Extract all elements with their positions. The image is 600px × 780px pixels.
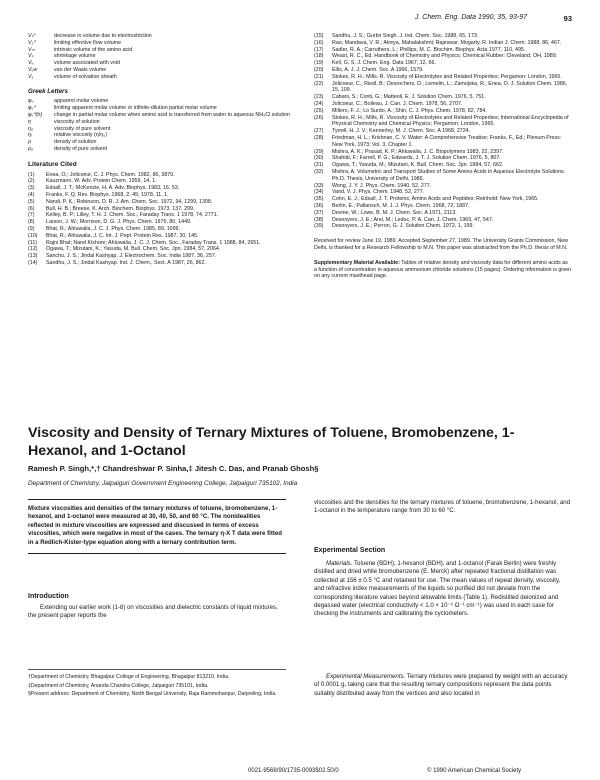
- symbol-row: [28, 74, 290, 81]
- literature-cited-heading: Literature Cited: [28, 160, 77, 168]
- reference: [28, 212, 290, 219]
- reference-number: (32): [314, 168, 324, 175]
- symbol: Vₘ: [28, 46, 35, 53]
- greek-row: [28, 98, 290, 105]
- symbol-definition: decrease in volume due to electrostriction: [54, 33, 152, 39]
- reference: [314, 203, 572, 210]
- reference: [314, 189, 572, 196]
- reference-number: (30): [314, 155, 324, 162]
- reference-text: Vand, V. J. Phys. Chem. 1948, 52, 277.: [332, 189, 425, 196]
- symbol-row: [28, 53, 290, 60]
- reference: [314, 223, 572, 230]
- symbol: η: [28, 118, 31, 125]
- reference-text: Bhat, R.; Ahluwalia, J. C. J. Phys. Chem. 1985, 89, 1099.: [46, 225, 180, 232]
- symbol-definition: volume of solvation sheath: [54, 73, 117, 80]
- reference-number: (22): [314, 80, 324, 87]
- reference-number: (3): [28, 185, 35, 192]
- journal-citation: J. Chem. Eng. Data 1990, 35, 93-97: [414, 14, 527, 21]
- reference-text: Edsall, J. T.; McKenzie, H. A. Adv. Biophys. 1983, 16, 53.: [46, 185, 180, 192]
- reference-number: (38): [314, 216, 324, 223]
- reference: [28, 240, 290, 247]
- reference-number: (28): [314, 134, 324, 141]
- introduction-continued: viscosities and the densities for the ternary mixtures of toluene, bromobenzene, 1-hexanol, and 1-octanol in the temperature range from 30 to 60 °C.: [314, 499, 571, 515]
- reference: [314, 60, 572, 67]
- reference-list-left: [28, 172, 290, 267]
- symbol-definition: apparent molar volume: [54, 98, 109, 105]
- reference: [314, 149, 572, 156]
- reference-number: (36): [314, 202, 324, 209]
- symbol-definition: limiting apparent molar volume or infinite-dilution partial molar volume: [54, 105, 217, 112]
- symbol: V₁⁰: [28, 39, 36, 46]
- symbol-definition: intrinsic volume of the amino acid: [54, 46, 133, 53]
- reference-number: (8): [28, 219, 35, 226]
- supplementary-text: Tables of relative density and viscosity data for different amino acids as a function of concentration in aqueous ammonium chloride solutions (15 pages). Ordering information is given on any current masthead page.: [314, 259, 572, 280]
- reference-number: (37): [314, 209, 324, 216]
- reference-number: (21): [314, 73, 324, 80]
- reference-text: Mishra, A. Volumetric and Transport Studies of Some Amino Acids in Aqueous Electrolyte Solutions. Ph.D. Thesis, University of Delhi, 1986.: [332, 168, 566, 182]
- reference: [28, 199, 290, 206]
- reference: [28, 219, 290, 226]
- reference: [314, 210, 572, 217]
- reference-text: Tyrrell, H. J. V.; Kennerley, M. J. Chem. Soc. A 1968, 2724.: [332, 128, 471, 135]
- reference-text: Jolicoeur, C.; Riedl, B.; Desrochers, D.; Lemelin, L.; Zamojska, R.; Enea, O. J. Solution Chem. 1986, 15, 109.: [332, 80, 568, 94]
- symbol-definition: density of solution: [54, 139, 97, 146]
- reference: [314, 155, 572, 162]
- greek-row: [28, 105, 290, 112]
- symbol: V₁: [28, 73, 34, 80]
- supplementary-note: [314, 260, 572, 280]
- symbol-row: [28, 47, 290, 54]
- right-column: [314, 33, 572, 280]
- reference-number: (7): [28, 212, 35, 219]
- reference-text: Stokes, R. H.; Mills, R. Viscosity of Electrolytes and Related Properties; International Encyclopedia of Physical Chemistry and Chemical Physics; Pergamon: London, 1965.: [332, 114, 569, 128]
- left-column: [28, 33, 290, 267]
- reference-text: Devine, W.; Lowe, B. M. J. Chem. Soc. A 1971, 2113.: [332, 209, 457, 216]
- reference-list-right: [314, 33, 572, 230]
- reference-number: (35): [314, 196, 324, 203]
- symbol: ρ₀: [28, 145, 34, 152]
- reference: [314, 47, 572, 54]
- reference: [314, 101, 572, 108]
- symbol: φᵥ⁰(tr): [28, 111, 43, 118]
- reference-text: Jolicoeur, C.; Boileau, J. Can. J. Chem. 1978, 56, 2707.: [332, 100, 463, 107]
- reference-number: (4): [28, 191, 35, 198]
- copyright: © 1990 American Chemical Society: [427, 768, 522, 774]
- reference-text: Cabani, S.; Conti, G.; Matteoli, E. J. Solution Chem. 1976, 5, 751.: [332, 94, 486, 101]
- reference: [314, 40, 572, 47]
- reference-text: Rao, Mandava, V. R.; Atreya, Mahalakshmi; Rajeswar, Mogarty, R. Indian J. Chem. 1988, 86, 467.: [332, 39, 562, 46]
- reference-number: (15): [314, 33, 324, 39]
- reference: [314, 115, 572, 129]
- reference: [314, 196, 572, 203]
- symbol: Vᵥw: [28, 66, 38, 73]
- greek-list: [28, 98, 290, 152]
- article-affiliation: Department of Chemistry, Jalpaiguri Government Engineering College, Jalpaiguri 735102, India: [28, 480, 298, 487]
- symbol-row: [28, 40, 290, 47]
- symbol: Vₛᵉ: [28, 33, 36, 39]
- symbol: Vₛ: [28, 53, 34, 60]
- reference-text: Desnoyers, J. E.; Perron, G. J. Solution Chem. 1972, 1, 199.: [332, 223, 474, 230]
- reference: [28, 206, 290, 213]
- reference: [314, 135, 572, 149]
- reference-number: (31): [314, 162, 324, 169]
- reference-text: Berlin, E.; Pallansch, M. J. J. Phys. Chem. 1968, 72, 1887.: [332, 202, 470, 209]
- reference-number: (13): [28, 253, 38, 260]
- reference: [28, 185, 290, 192]
- reference-number: (16): [314, 39, 324, 46]
- reference: [28, 178, 290, 185]
- page-number: 93: [563, 14, 572, 23]
- measurements-paragraph: [314, 673, 572, 698]
- symbol-definition: density of pure solvent: [54, 145, 107, 152]
- symbol-definition: van der Waals volume: [54, 66, 107, 73]
- reference: [314, 128, 572, 135]
- article-authors: Ramesh P. Singh,*,† Chandreshwar P. Sinha,‡ Jitesh C. Das, and Pranab Ghosh§: [28, 464, 319, 473]
- materials-text: Toluene (BDH), 1-hexanol (BDH), and 1-octanol (Farak Berlin) were freshly distilled and dried while bromobenzene (E. Merck) after repeated fractional distillation was collected at 156 ± 0.5 °C and retained for use. The mean values of repeat density, viscosity, and refractive index measurements of the liquids so purified did not deviate from the corresponding literature values beyond allowable limits (Table 1). Redistilled deionized and degassed water (electrical conductivity < 1.0 × 10⁻⁶ Ω⁻¹ cm⁻¹) was used in each case for checking the instruments and calibrating the cyclometers.: [314, 560, 561, 618]
- reference: [314, 74, 572, 81]
- reference-number: (2): [28, 178, 35, 185]
- reference-text: Sadler, R. A.; Carruthers, L.; Phillips, M. C. Biochim. Biophys. Acta 1977, 110, 495.: [332, 46, 526, 53]
- greek-row: [28, 132, 290, 139]
- reference-text: Friedman, H. L.; Krishnan, C. V. Water: A Comprehensive Treatise; Franks, F., Ed.; Plenum Press: New York, 1973; Vol. 3, Chapter 1.: [332, 134, 562, 148]
- reference: [314, 81, 572, 95]
- reference: [314, 94, 572, 101]
- reference: [28, 260, 290, 267]
- greek-row: [28, 119, 290, 126]
- reference-number: (12): [28, 246, 38, 253]
- reference: [314, 162, 572, 169]
- reference-number: (1): [28, 171, 35, 178]
- reference: [314, 67, 572, 74]
- reference: [28, 192, 290, 199]
- reference-text: Stokes, R. H.; Mills, R. Viscosity of Electrolytes and Related Properties; Pergamon: London, 1965.: [332, 73, 562, 80]
- materials-paragraph: [314, 560, 572, 619]
- experimental-heading: Experimental Section: [314, 547, 386, 554]
- footnote: †Department of Chemistry, Bhagalpur College of Engineering, Bhagalpur 813210, India.: [28, 674, 230, 680]
- symbol-definition: viscosity of pure solvent: [54, 125, 111, 132]
- supplementary-label: Supplementary Material Available:: [314, 259, 400, 266]
- footnotes: [28, 669, 286, 700]
- reference-number: (9): [28, 225, 35, 232]
- reference-number: (34): [314, 189, 324, 196]
- greek-letters-heading: Greek Letters: [28, 87, 68, 95]
- symbol: ρ: [28, 139, 32, 146]
- symbol-definition: viscosity of solution: [54, 118, 100, 125]
- reference: [314, 108, 572, 115]
- reference: [314, 217, 572, 224]
- symbol: η₀: [28, 125, 34, 132]
- symbol-row: [28, 67, 290, 74]
- reference-number: (33): [314, 182, 324, 189]
- reference-number: (19): [314, 60, 324, 67]
- reference-number: (14): [28, 259, 38, 266]
- reference-text: Bull, H. B.; Breese, K. Arch. Biochem. Biophys. 1973, 137, 299.: [46, 205, 195, 212]
- symbol: ηᵣ: [28, 132, 32, 139]
- reference: [28, 233, 290, 240]
- reference: [28, 172, 290, 179]
- symbol: Vᵥ: [28, 60, 34, 67]
- reference-text: Kelley, B. P.; Lilley, T. H. J. Chem. Soc., Faraday Trans. 1 1978, 74, 2771.: [46, 212, 219, 219]
- reference-text: Wong, J. Y. J. Phys. Chem. 1940, 52, 277.: [332, 182, 432, 189]
- greek-row: [28, 126, 290, 133]
- reference-text: Rajni Bhat; Nand Kishore; Ahluwalia, J. C. J. Chem. Soc., Faraday Trans. 1 1988, 84, 2651.: [46, 239, 261, 246]
- symbol-row: [28, 60, 290, 67]
- symbol-definition: limiting effective flow volume: [54, 39, 122, 46]
- reference: [314, 169, 572, 183]
- reference-text: Millero, F. J.; Lo Surdo, A.; Shin, C. J. Phys. Chem. 1978, 82, 784.: [332, 107, 487, 114]
- introduction-text: Extending our earlier work (1-8) on viscosities and dielectric constants of liquid mixtures, the present paper reports the: [28, 604, 278, 620]
- reference: [28, 253, 290, 260]
- symbol-definition: change in partial molar volume when amino acid is transferred from water to aqueous NH₄Cl solution: [54, 111, 290, 118]
- reference-text: Sandhu, J. S.; Jindal Kashyap. Ind. J. Chem., Sect. A 1987, 26, 862.: [46, 259, 206, 266]
- reference-number: (23): [314, 94, 324, 101]
- reference-text: Ogawa, T.; Yasuda, M.; Mizutani, K. Bull. Chem. Soc. Jpn. 1984, 57, 662.: [332, 162, 504, 169]
- reference-text: Nandi, P. K.; Robinson, D. R. J. Am. Chem. Soc. 1972, 94, 1299, 1308.: [46, 198, 213, 205]
- reference-text: Bhat, R.; Ahluwalia, J. C. Int. J. Pept. Protein Res. 1987, 30, 145.: [46, 232, 199, 239]
- reference-text: Sanchu, J. S.; Jindal Kashyap. J. Electrochem. Soc. India 1987, 36, 257.: [46, 253, 217, 260]
- reference-text: Franks, F. Q. Rev. Biophys. 1968, 2, 45; 1978, 11, 1.: [46, 191, 169, 198]
- reference-number: (29): [314, 148, 324, 155]
- reference: [314, 183, 572, 190]
- symbol: φᵥ⁰: [28, 105, 36, 112]
- received-note: Received for review June 19, 1989. Accepted September 27, 1989. The University Grants Commission, New Delhi, is thanked for a Research Fellowship to M.N. This paper was abstracted from the Ph.D. thesis of M.N.: [314, 238, 568, 251]
- greek-row: [28, 139, 290, 146]
- reference-text: Desnoyers, J. E.; Arel, M.; Leduc, P. A. Can. J. Chem. 1969, 47, 547.: [332, 216, 494, 223]
- reference-number: (5): [28, 198, 35, 205]
- symbol-list: [28, 33, 290, 81]
- reference-number: (20): [314, 66, 324, 73]
- article-code: 0021-9568/90/1735-0093$02.50/0: [248, 768, 339, 774]
- reference-number: (39): [314, 223, 324, 230]
- reference-text: Larson, J. W.; Morrison, D. G. J. Phys. Chem. 1976, 80, 1449.: [46, 219, 192, 226]
- reference-text: Ogawa, T.; Mizutani, K.; Yasuda, M. Bull. Chem. Soc. Jpn. 1984, 57, 2064.: [46, 246, 221, 253]
- symbol-row: [28, 33, 290, 40]
- reference-text: Weast, R. C., Ed. Handbook of Chemistry and Physics; Chemical Rubber: Cleveland, OH, 1989.: [332, 53, 558, 60]
- reference-text: Enea, O.; Jolicoeur, C. J. Phys. Chem. 1982, 86, 3870.: [46, 171, 175, 178]
- footnote: §Present address: Department of Chemistry, North Bengal University, Raja Rammohanpur, Darjeeling, India.: [28, 691, 277, 698]
- reference-number: (25): [314, 107, 324, 114]
- reference-text: Cohn, E. J.; Edsall, J. T. Proteins, Amino Acids and Peptides; Reinhold: New York, 1965.: [332, 196, 539, 203]
- reference-text: Kell, G. S. J. Chem. Eng. Data 1967, 12, 66.: [332, 60, 436, 67]
- reference-number: (24): [314, 100, 324, 107]
- reference-number: (18): [314, 53, 324, 60]
- reference-number: (17): [314, 46, 324, 53]
- reference-number: (26): [314, 114, 324, 121]
- greek-row: [28, 112, 290, 119]
- reference-text: Shahidi, F.; Farrell, P. G.; Edwards, J. T. J. Solution Chem. 1976, 5, 807.: [332, 155, 501, 162]
- reference: [28, 246, 290, 253]
- reference-number: (6): [28, 205, 35, 212]
- reference: [314, 33, 572, 40]
- materials-label: Materials.: [326, 560, 353, 567]
- reference-number: (27): [314, 128, 324, 135]
- reference-text: Kauzmann, W. Adv. Protein Chem. 1959, 14, 1.: [46, 178, 157, 185]
- measurements-label: Experimental Measurements.: [326, 673, 406, 680]
- reference-text: Sandhu, J. S.; Gurbir Singh. J. Ind. Chem. Soc. 1988, 65, 173.: [332, 33, 479, 39]
- measurements-text: Ternary mixtures were prepared by weight with an accuracy of 0.0001 g, taking care that the resulting ternary compositions represent the data points suitably distributed away from the vertices and also located in: [314, 673, 568, 697]
- symbol-definition: shrinkage volume: [54, 53, 96, 60]
- symbol-definition: relative viscosity (η/η₀): [54, 132, 108, 139]
- reference: [28, 226, 290, 233]
- abstract: Mixture viscosities and densities of the ternary mixtures of toluene, bromobenzene, 1-hexanol, and 1-octanol were measured at 30, 40, 50, and 60 °C. The nonidealities reflected in mixture viscosities are expressed and discussed in terms of excess viscosities, which were negative in most of the cases. The ternary η-X T data were fitted in a Redlich-Kister-type equation along with a ternary contribution term.: [28, 499, 286, 554]
- reference-text: Ellis, A. J. J. Chem. Soc. A 1966, 1579.: [332, 66, 424, 73]
- introduction-heading: Introduction: [28, 593, 69, 600]
- reference: [314, 53, 572, 60]
- reference-number: (11): [28, 239, 38, 246]
- reference-text: Mishra, A. K.; Prasad, K. P.; Ahluwalia, J. C. Biopolymers 1983, 22, 2397.: [332, 148, 504, 155]
- reference-number: (10): [28, 232, 38, 239]
- symbol: φᵥ: [28, 98, 34, 105]
- symbol-definition: volume associated with void: [54, 60, 120, 67]
- article-title: Viscosity and Density of Ternary Mixtures of Toluene, Bromobenzene, 1-Hexanol, and 1-Octanol: [28, 425, 515, 459]
- footnote: ‡Department of Chemistry, Ananda Chandra College, Jalpaiguri 735101, India.: [28, 682, 209, 689]
- greek-row: [28, 146, 290, 153]
